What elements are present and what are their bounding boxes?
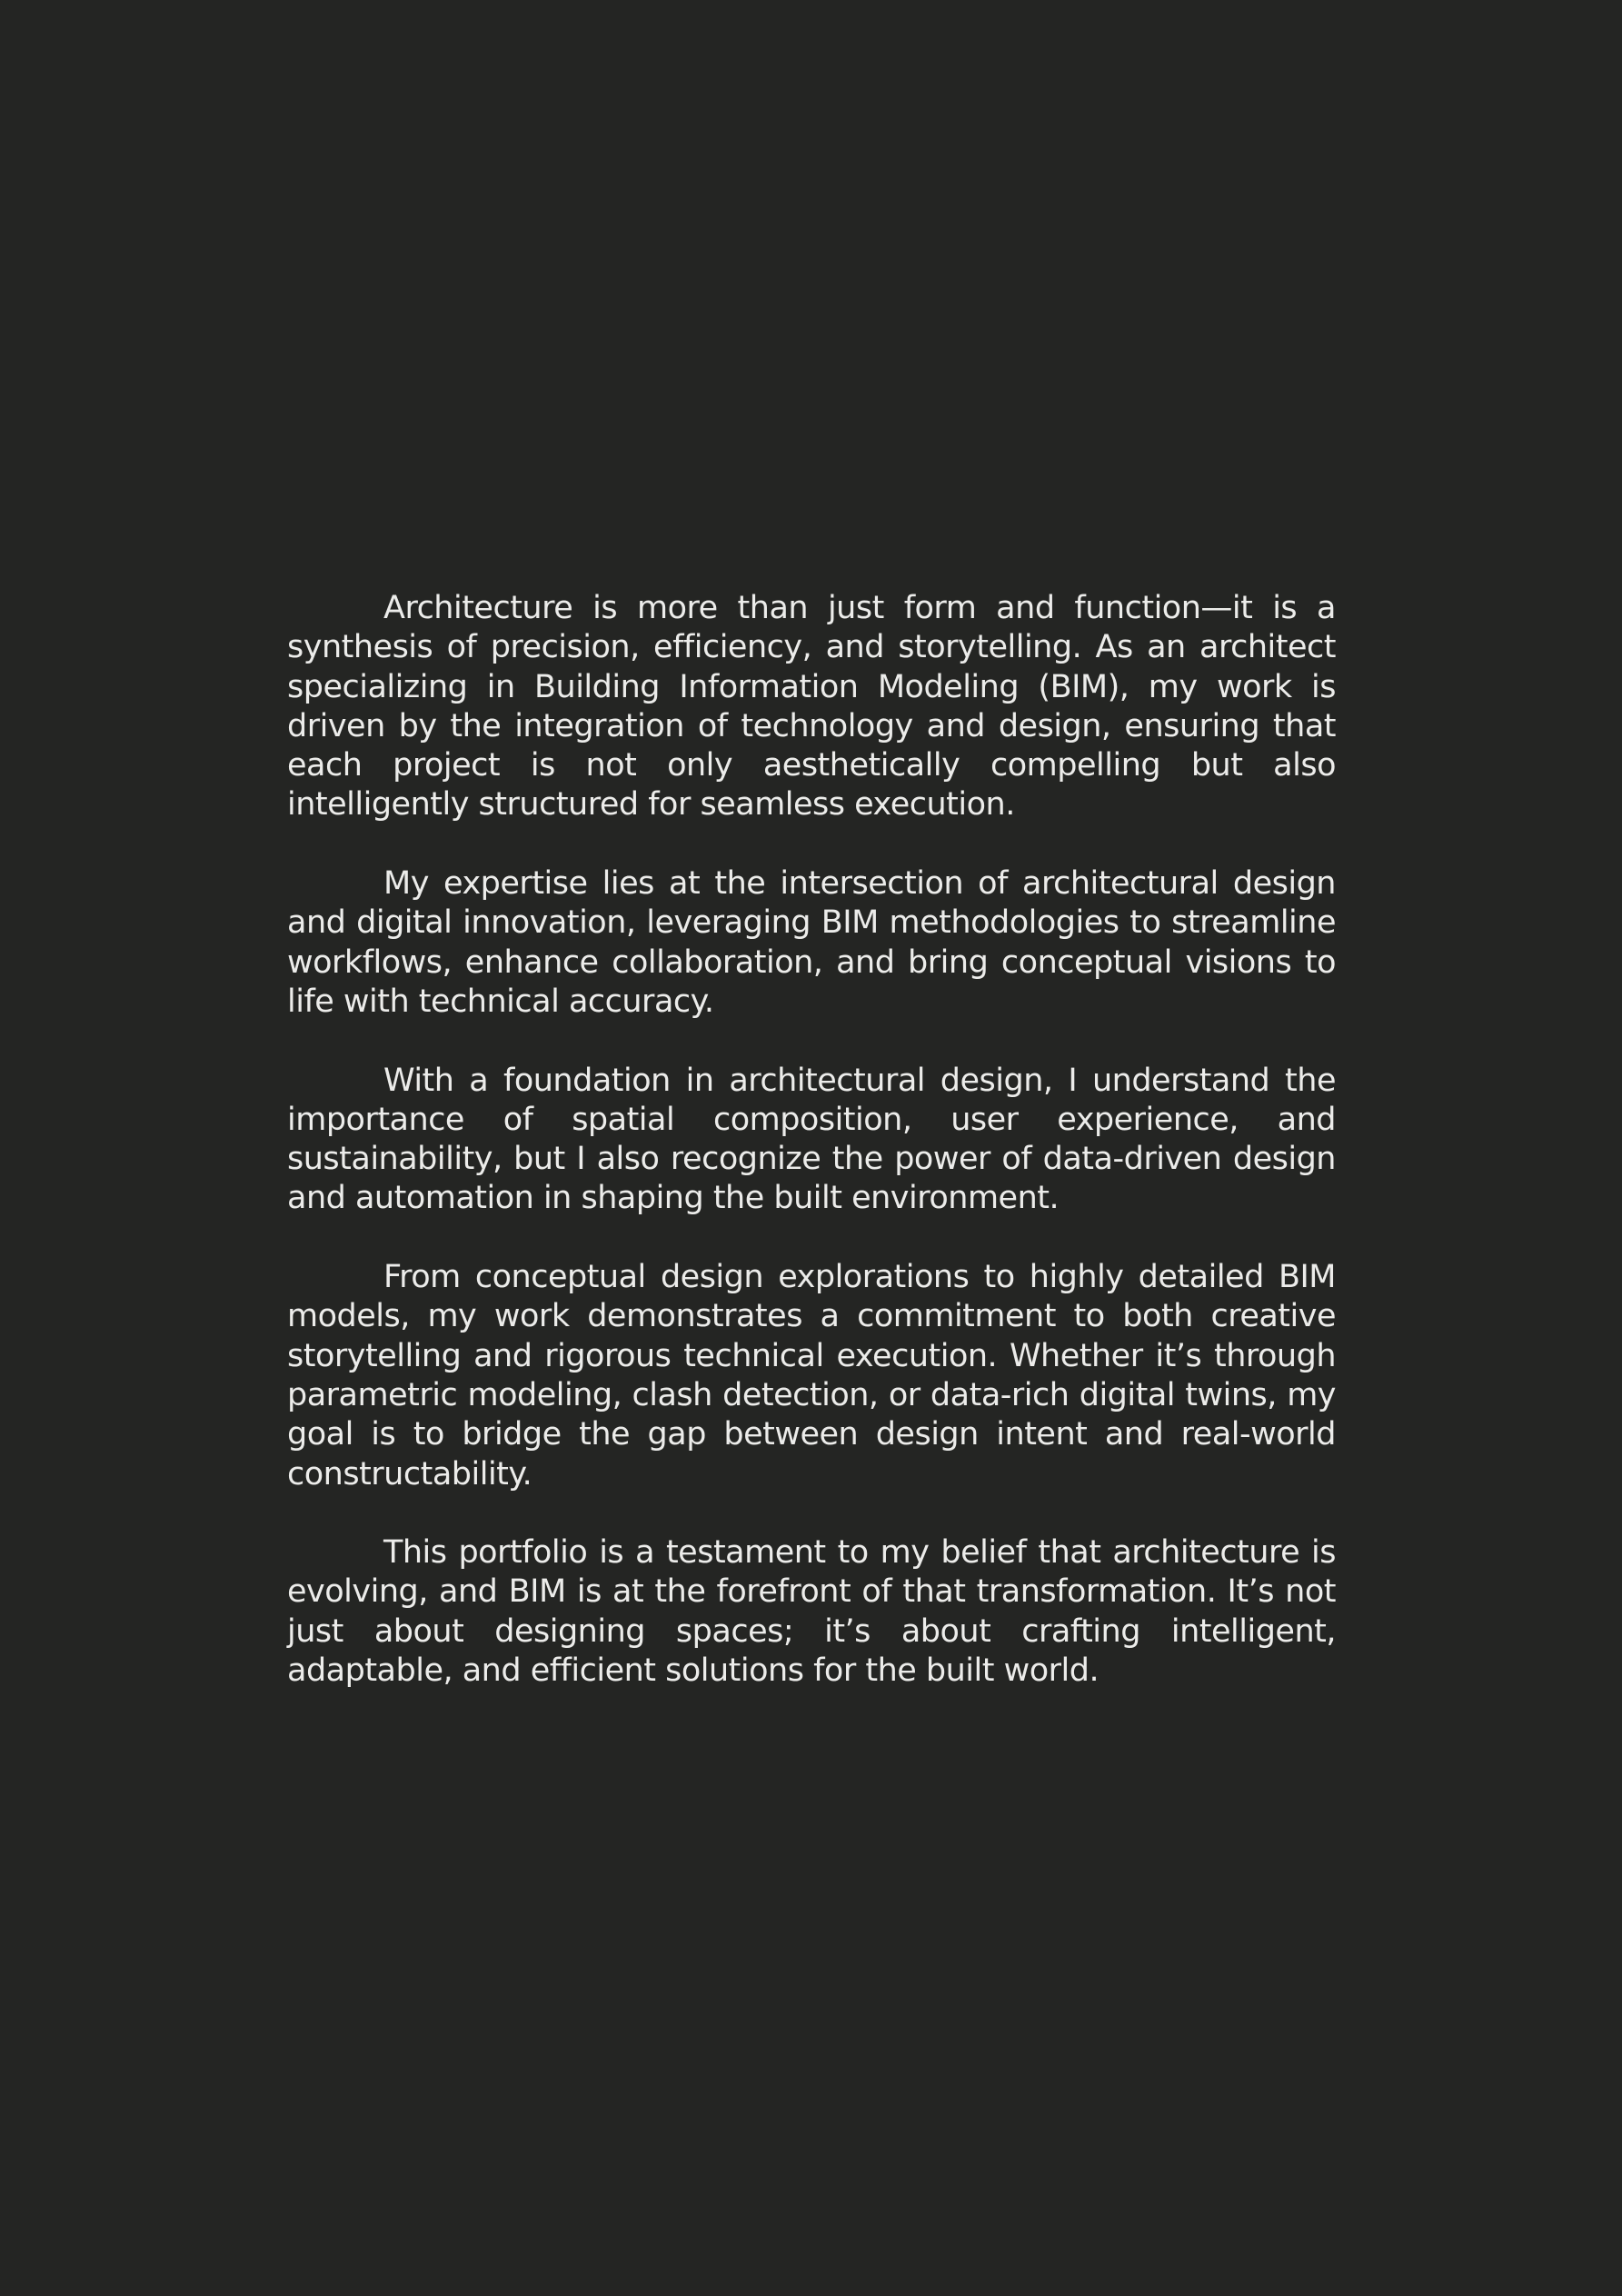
paragraph-conceptual-design: From conceptual design explorations to highly detailed BIM models, my work demonstrates a commitment to both creative storytelling and rigorous technical execution. Whether it’s through parametric modeling, clash detection, or data-rich digital twins, my goal is to bridge the gap between design intent and real-world constructability. xyxy=(287,1259,1336,1492)
paragraph-expertise: My expertise lies at the intersection of architectural design and digital innovation, leveraging BIM methodologies to streamline workflows, enhance collaboration, and bring conceptual visions to life with technical accuracy. xyxy=(287,865,1336,1020)
introduction-text xyxy=(287,589,1336,1691)
paragraph-architecture-intro: Architecture is more than just form and function—it is a synthesis of precision, efficiency, and storytelling. As an architect specializing in Building Information Modeling (BIM), my work is driven by the integration of technology and design, ensuring that each project is not only aesthetically compelling but also intelligently structured for seamless execution. xyxy=(287,590,1336,824)
paragraph-portfolio-statement: This portfolio is a testament to my belief that architecture is evolving, and BIM is at the forefront of that transformation. It’s not just about designing spaces; it’s about crafting intelligent, adaptable, and efficient solutions for the built world. xyxy=(287,1534,1336,1690)
paragraph-foundation: With a foundation in architectural design, I understand the importance of spatial composition, user experience, and sustainability, but I also recognize the power of data-driven design and automation in shaping the built environment. xyxy=(287,1062,1336,1217)
